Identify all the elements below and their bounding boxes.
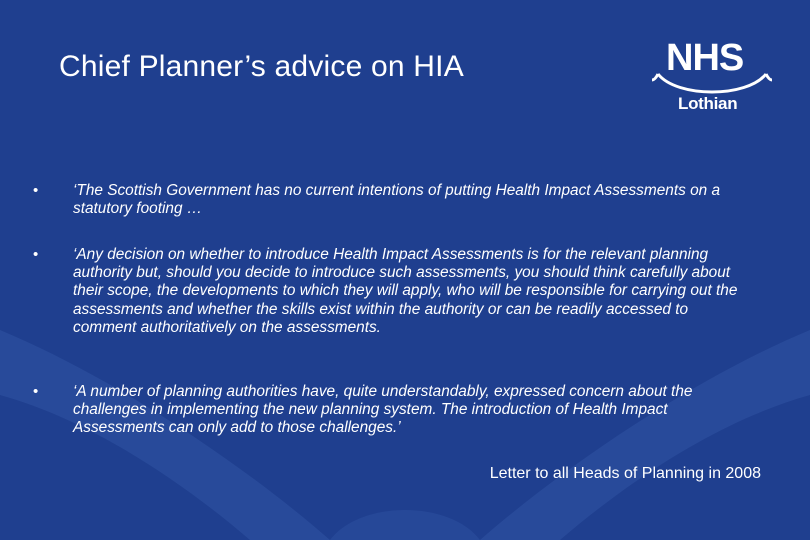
bullet-marker: • — [33, 383, 39, 400]
logo-nhs-text: NHS — [666, 37, 744, 79]
logo-subtitle: Lothian — [678, 94, 738, 113]
attribution-text: Letter to all Heads of Planning in 2008 — [489, 465, 761, 482]
nhs-lothian-logo — [652, 36, 772, 126]
bullet-marker: • — [33, 246, 39, 263]
bullet-text: ‘A number of planning authorities have, quite understandably, expressed concern about the challenges in implementing the new planning system. The introduction of Health Impact Assessments can only add to those challenges.’ — [73, 383, 693, 437]
slide-title: Chief Planner’s advice on HIA — [59, 50, 464, 83]
bullet-marker: • — [33, 182, 39, 199]
bullet-text: ‘Any decision on whether to introduce Health Impact Assessments is for the relevant planning authority but, should you decide to introduce such assessments, you should think carefully about their scope, the developments to which they will apply, who will be responsible for carrying out the assessments and whether the skills exist within the authority or can be readily accessed to comment authoritatively on the assessments. — [73, 246, 738, 336]
bullet-text: ‘The Scottish Government has no current intentions of putting Health Impact Assessments on a statutory footing … — [73, 182, 721, 218]
